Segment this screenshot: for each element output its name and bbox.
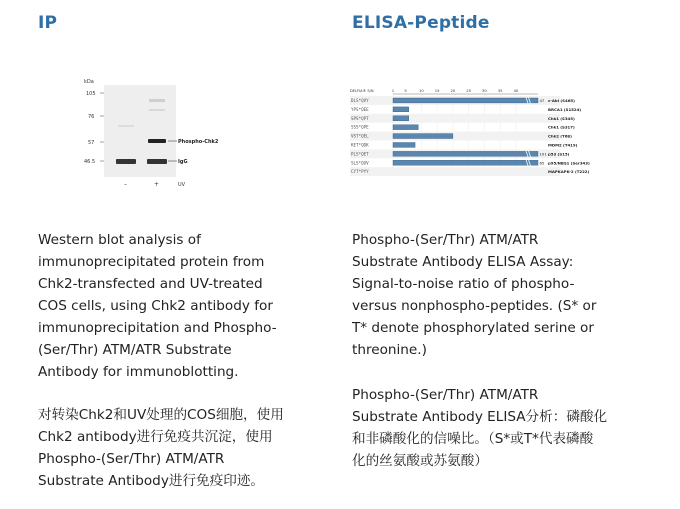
lane-label-plus: +: [154, 181, 160, 188]
x-axis-label: DELFIA® S/N: [350, 89, 374, 93]
protein-label: MAPKAPK-2 (T222): [548, 169, 590, 175]
ip-description-en: Western blot analysis of immunoprecipitated protein from Chk2-transfected and UV-treated COS cells, using Chk2 antibody for immunoprecipitation and Phospho- (Ser/Thr) ATM/ATR Substrate Antibody for immunoblotting.: [38, 232, 277, 380]
x-tick-label: 40: [513, 88, 519, 93]
elisa-bar: [393, 160, 538, 165]
elisa-bar: [393, 151, 538, 156]
elisa-chart-svg: [350, 86, 590, 178]
protein-label: c-Abl (S465): [548, 98, 575, 103]
peptide-label: VST*QEL: [351, 133, 369, 139]
marker-46-5: 46.5: [84, 159, 96, 165]
elisa-bar: [393, 143, 415, 148]
protein-label: BRCA1 (S1524): [548, 106, 582, 112]
peptide-label: SPS*QPT: [351, 115, 369, 121]
elisa-bar: [393, 134, 453, 139]
protein-label: Chk2 (T68): [548, 133, 572, 139]
peptide-label: CYT*PYY: [351, 169, 369, 175]
bar-data-label: 47: [539, 98, 545, 103]
peptide-label: SLS*QUV: [351, 160, 369, 166]
elisa-bar: [393, 116, 409, 121]
phospho-chk2-label: Phospho-Chk2: [178, 139, 219, 145]
elisa-description-en: Phospho-(Ser/Thr) ATM/ATR Substrate Antibody ELISA Assay: Signal-to-noise ratio of phospho- versus nonphospho-peptides. (S* or T* denote phosphorylated serine or threonine.): [352, 232, 597, 358]
protein-label: Chk1 (S317): [548, 124, 575, 130]
elisa-bar: [393, 107, 409, 112]
peptide-label: KET*QDK: [351, 142, 369, 148]
marker-57: 57: [88, 140, 95, 146]
elisa-peptide-heading: ELISA-Peptide: [352, 13, 490, 33]
bar-data-label: 65: [539, 160, 545, 166]
igg-band-lane2: [147, 159, 167, 164]
peptide-label: PLS*QET: [351, 151, 369, 157]
lane1-faint-band: [118, 125, 134, 127]
treatment-label: UV: [178, 182, 186, 188]
protein-label: p53 (S15): [548, 151, 570, 157]
marker-76: 76: [88, 114, 95, 120]
igg-band-lane1: [116, 159, 136, 164]
lane2-faint-band: [149, 109, 165, 111]
marker-105: 105: [86, 91, 96, 97]
row-background: [350, 132, 560, 141]
peptide-label: YPS*QEE: [351, 106, 369, 112]
ip-description-cn: 对转染Chk2和UV处理的COS细胞，使用 Chk2 antibody进行免疫共沉淀，使用 Phospho-(Ser/Thr) ATM/ATR Substrate Antibody进行免疫印迹。: [38, 407, 284, 489]
lane2-faint-band: [149, 99, 165, 102]
row-background: [350, 114, 560, 123]
western-blot-figure: [74, 75, 219, 190]
x-tick-label: 20: [450, 88, 456, 93]
x-tick-label: 15: [434, 88, 440, 93]
igg-label: IgG: [178, 159, 188, 165]
x-tick-label: 35: [497, 88, 503, 93]
protein-label: MDM2 (T419): [548, 142, 578, 148]
protein-label: Chk1 (S345): [548, 115, 575, 121]
x-tick-label: 1: [391, 88, 395, 93]
row-background: [350, 167, 560, 176]
elisa-bar: [393, 98, 538, 103]
x-tick-label: 10: [418, 88, 424, 93]
protein-label: p95/NBS1 (Ser343): [548, 160, 590, 166]
bar-data-label: 101: [539, 151, 547, 157]
peptide-label: DLS*QVY: [351, 98, 369, 103]
elisa-description-cn: Phospho-(Ser/Thr) ATM/ATR Substrate Antibody ELISA分析：磷酸化 和非磷酸化的信噪比。（S*或T*代表磷酸 化的丝氨酸或苏氨酸）: [352, 387, 608, 469]
x-tick-label: 5: [404, 88, 407, 93]
peptide-label: SSS*QPE: [351, 124, 369, 130]
x-tick-label: 25: [466, 88, 472, 93]
x-tick-label: 30: [481, 88, 487, 93]
blot-unit-label: kDa: [84, 79, 94, 85]
ip-heading: IP: [38, 13, 58, 33]
elisa-chart: [350, 86, 590, 178]
lane-label-minus: –: [124, 181, 127, 188]
elisa-bar: [393, 125, 418, 130]
phospho-chk2-band: [148, 139, 166, 143]
